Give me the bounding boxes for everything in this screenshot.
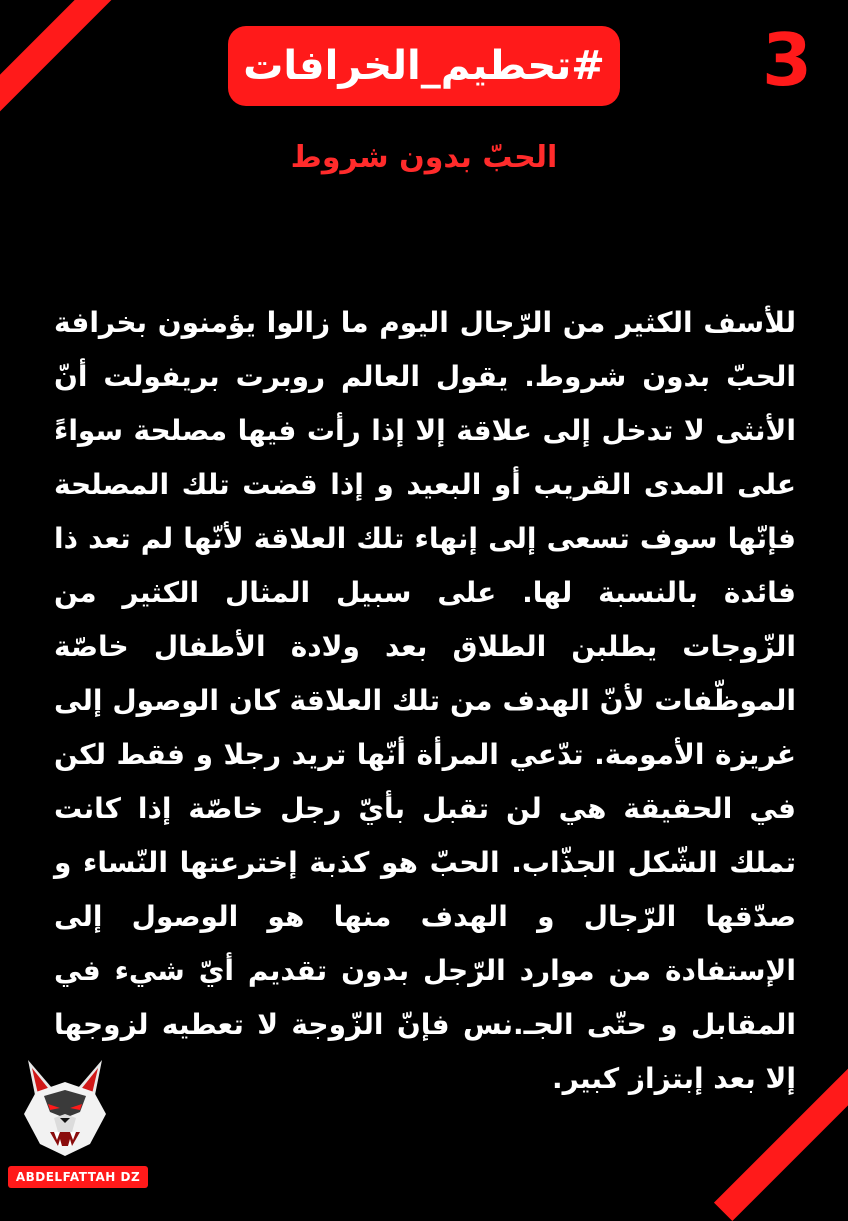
subtitle: الحبّ بدون شروط: [290, 140, 558, 175]
hashtag-banner: [228, 26, 620, 106]
body-paragraph: للأسف الكثير من الرّجال اليوم ما زالوا يؤمنون بخرافة الحبّ بدون شروط. يقول العالم روبرت بريفولت أنّ الأنثى لا تدخل إلى علاقة إلا إذا رأت فيها مصلحة سواءً على المدى القريب أو البعيد و إذا قضت تلك المصلحة فإنّها سوف تسعى إلى إنهاء تلك العلاقة لأنّها لم تعد ذا فائدة بالنسبة لها. على سبيل المثال الكثير من الزّوجات يطلبن الطلاق بعد ولادة الأطفال خاصّة الموظّفات لأنّ الهدف من تلك العلاقة كان الوصول إلى غريزة الأمومة. تدّعي المرأة أنّها تريد رجلا و فقط لكن في الحقيقة هي لن تقبل بأيّ رجل خاصّة إذا كانت تملك الشّكل الجذّاب. الحبّ هو كذبة إخترعتها النّساء و صدّقها الرّجال و الهدف منها هو الوصول إلى الإستفادة من موارد الرّجل بدون تقديم أيّ شيء في المقابل و حتّى الجـ.نس فإنّ الزّوجة لا تعطيه لزوجها إلا بعد إبتزاز كبير.: [54, 306, 796, 1095]
post-number: 3: [762, 18, 813, 102]
brand-badge: [8, 1166, 148, 1188]
wolf-icon: [10, 1052, 120, 1162]
corner-stripe-top-left: [0, 0, 144, 137]
brand-name: ABDELFATTAH DZ: [15, 1170, 141, 1184]
hashtag-title: #تحطيم_الخرافات: [243, 43, 605, 89]
